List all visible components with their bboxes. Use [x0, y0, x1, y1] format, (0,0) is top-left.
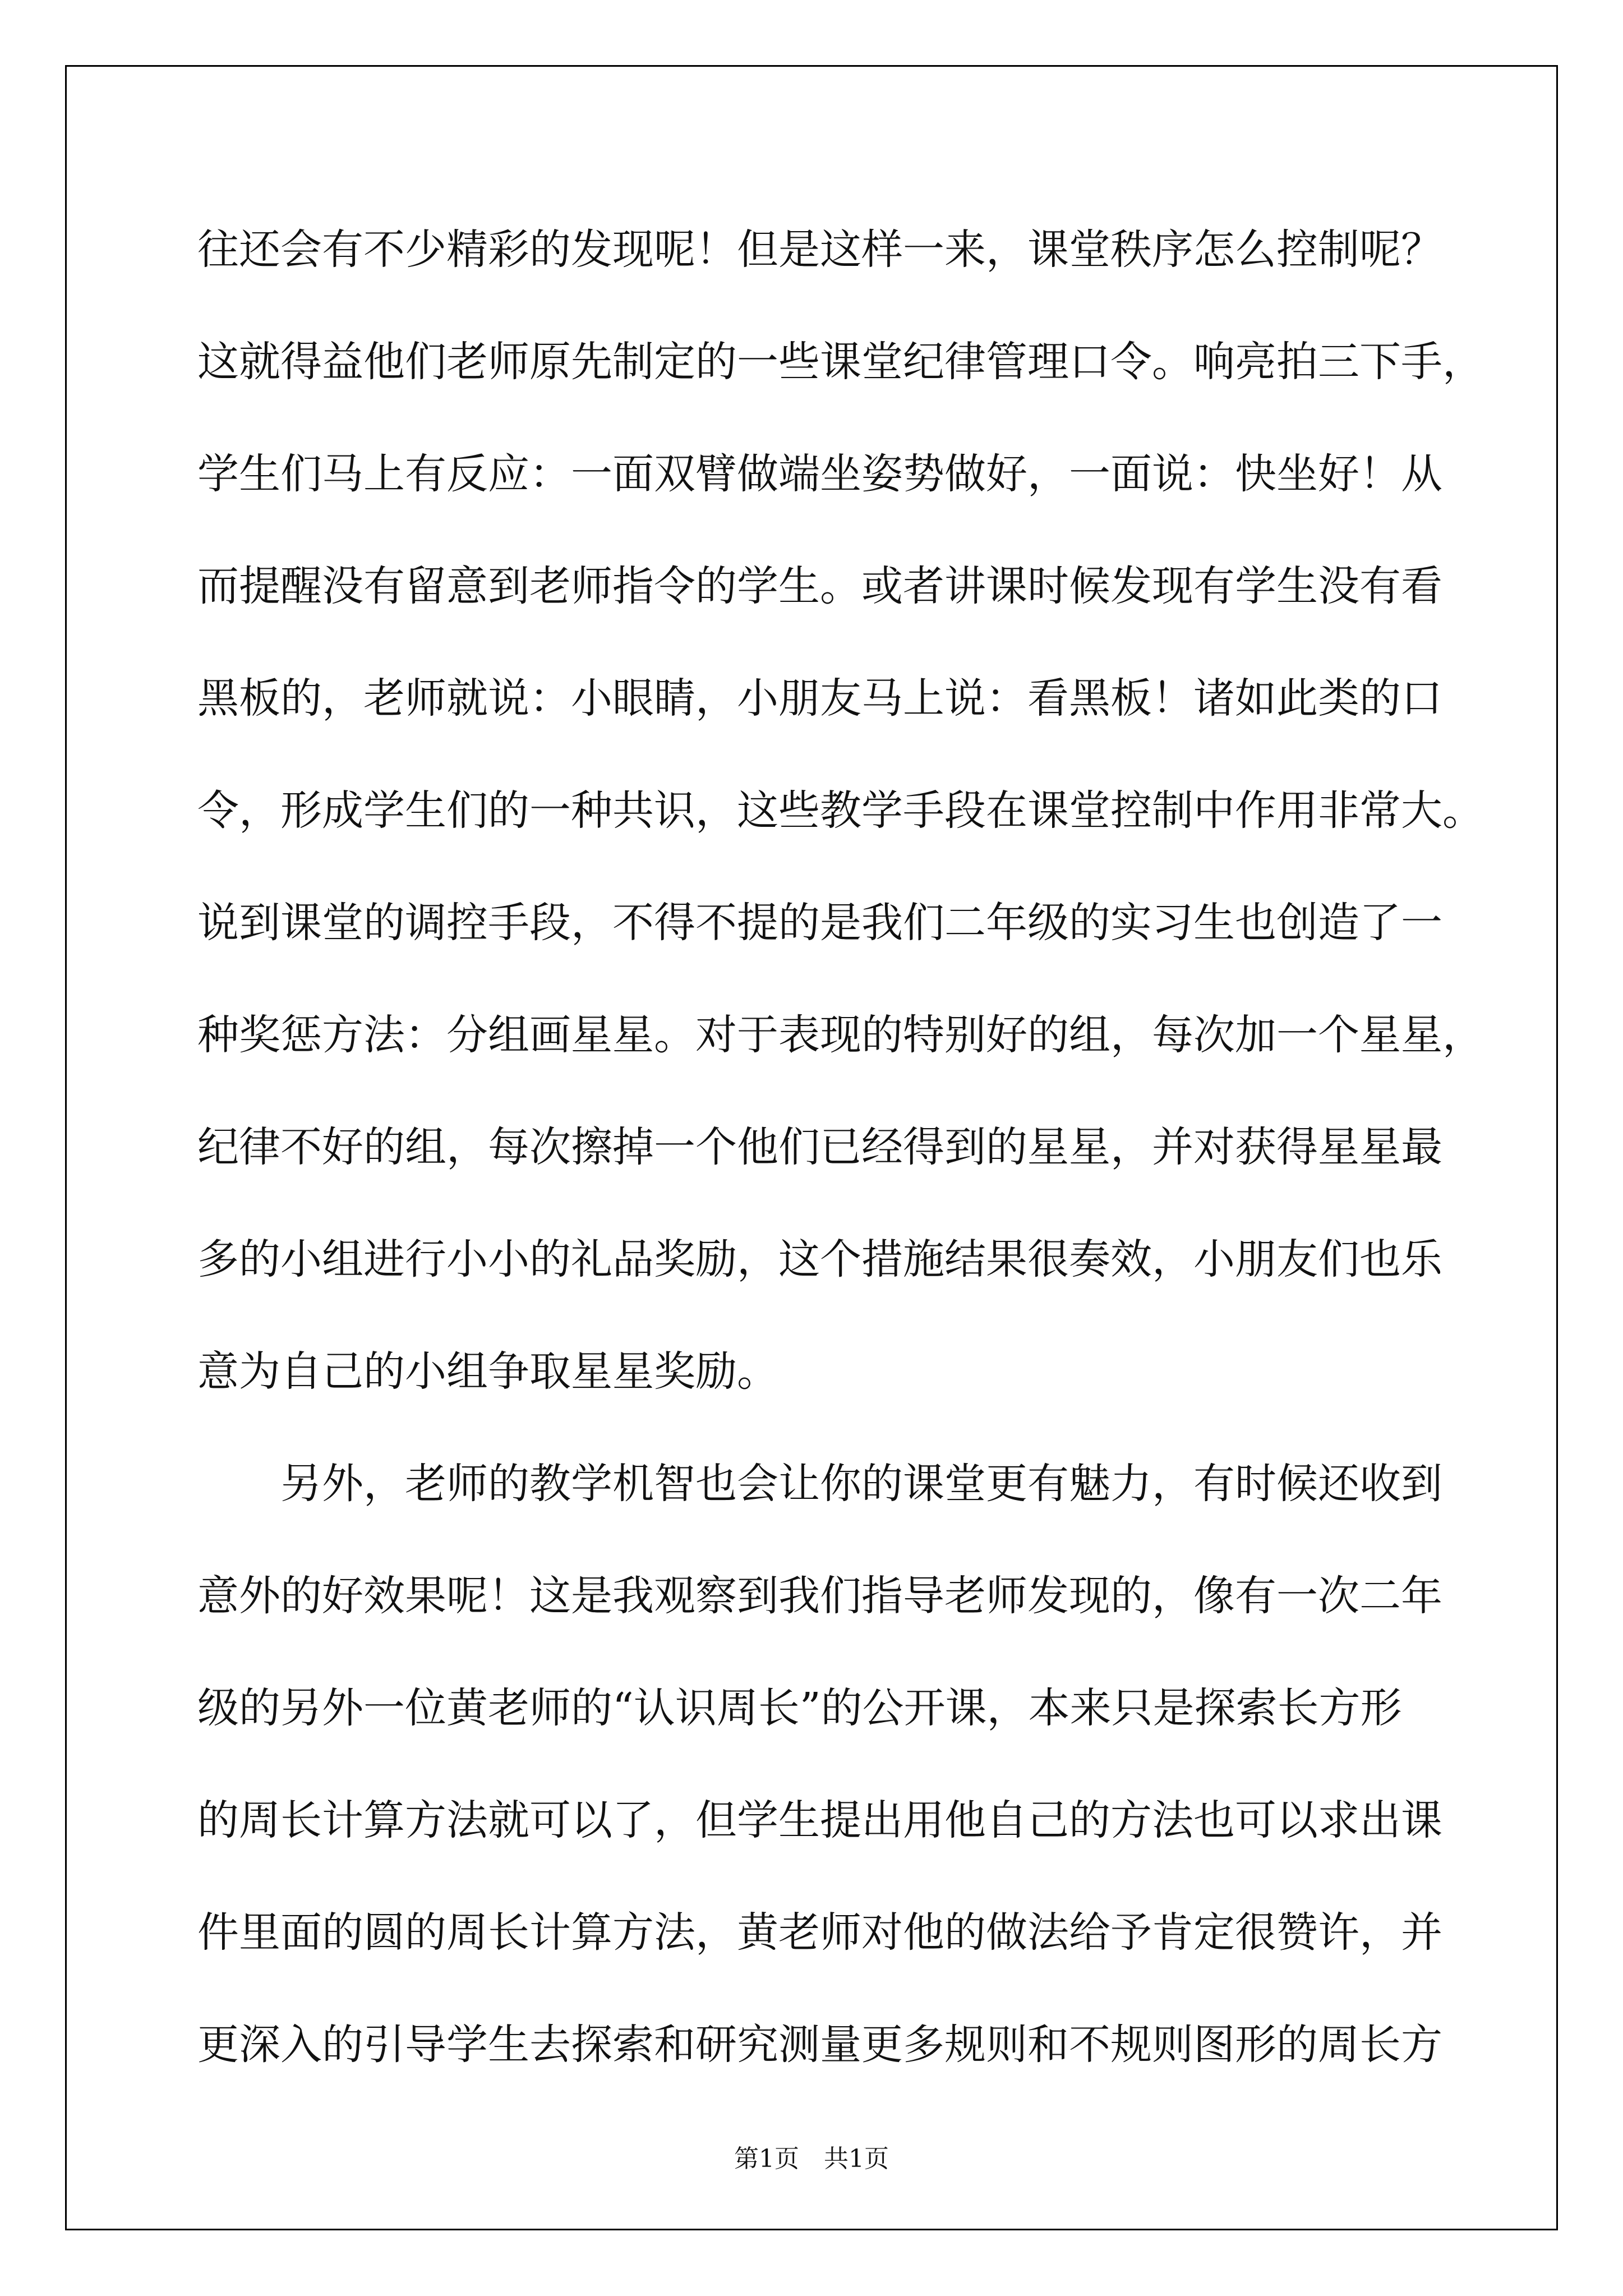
text-line: 说到课堂的调控手段，不得不提的是我们二年级的实习生也创造了一	[197, 899, 1442, 947]
text-line: 黑板的，老师就说：小眼睛，小朋友马上说：看黑板！诸如此类的口	[197, 674, 1442, 723]
text-line: 级的另外一位黄老师的“认识周长”的公开课，本来只是探索长方形	[197, 1684, 1402, 1732]
text-line: 件里面的圆的周长计算方法，黄老师对他的做法给予肯定很赞许，并	[197, 1908, 1442, 1957]
text-line: 意为自己的小组争取星星奖励。	[197, 1347, 778, 1396]
text-line: 多的小组进行小小的礼品奖励，这个措施结果很奏效，小朋友们也乐	[197, 1235, 1442, 1283]
body-text	[197, 210, 1484, 2118]
text-line: 令，形成学生们的一种共识，这些教学手段在课堂控制中作用非常大。	[197, 786, 1484, 835]
text-line: 更深入的引导学生去探索和研究测量更多规则和不规则图形的周长方	[197, 2021, 1442, 2069]
text-line: 另外，老师的教学机智也会让你的课堂更有魅力，有时候还收到	[197, 1460, 1442, 1508]
page-number-footer: 第1页 共1页	[734, 2145, 889, 2173]
text-line: 纪律不好的组，每次擦掉一个他们已经得到的星星，并对获得星星最	[197, 1123, 1442, 1171]
text-line: 的周长计算方法就可以了，但学生提出用他自己的方法也可以求出课	[197, 1796, 1442, 1844]
text-line: 而提醒没有留意到老师指令的学生。或者讲课时候发现有学生没有看	[197, 562, 1442, 610]
text-line: 这就得益他们老师原先制定的一些课堂纪律管理口令。响亮拍三下手，	[197, 338, 1484, 386]
text-line: 学生们马上有反应：一面双臂做端坐姿势做好，一面说：快坐好！从	[197, 450, 1442, 498]
text-line: 意外的好效果呢！这是我观察到我们指导老师发现的，像有一次二年	[197, 1572, 1442, 1620]
text-line: 种奖惩方法：分组画星星。对于表现的特别好的组，每次加一个星星，	[197, 1011, 1484, 1059]
text-line: 往还会有不少精彩的发现呢！但是这样一来，课堂秩序怎么控制呢？	[197, 226, 1442, 274]
